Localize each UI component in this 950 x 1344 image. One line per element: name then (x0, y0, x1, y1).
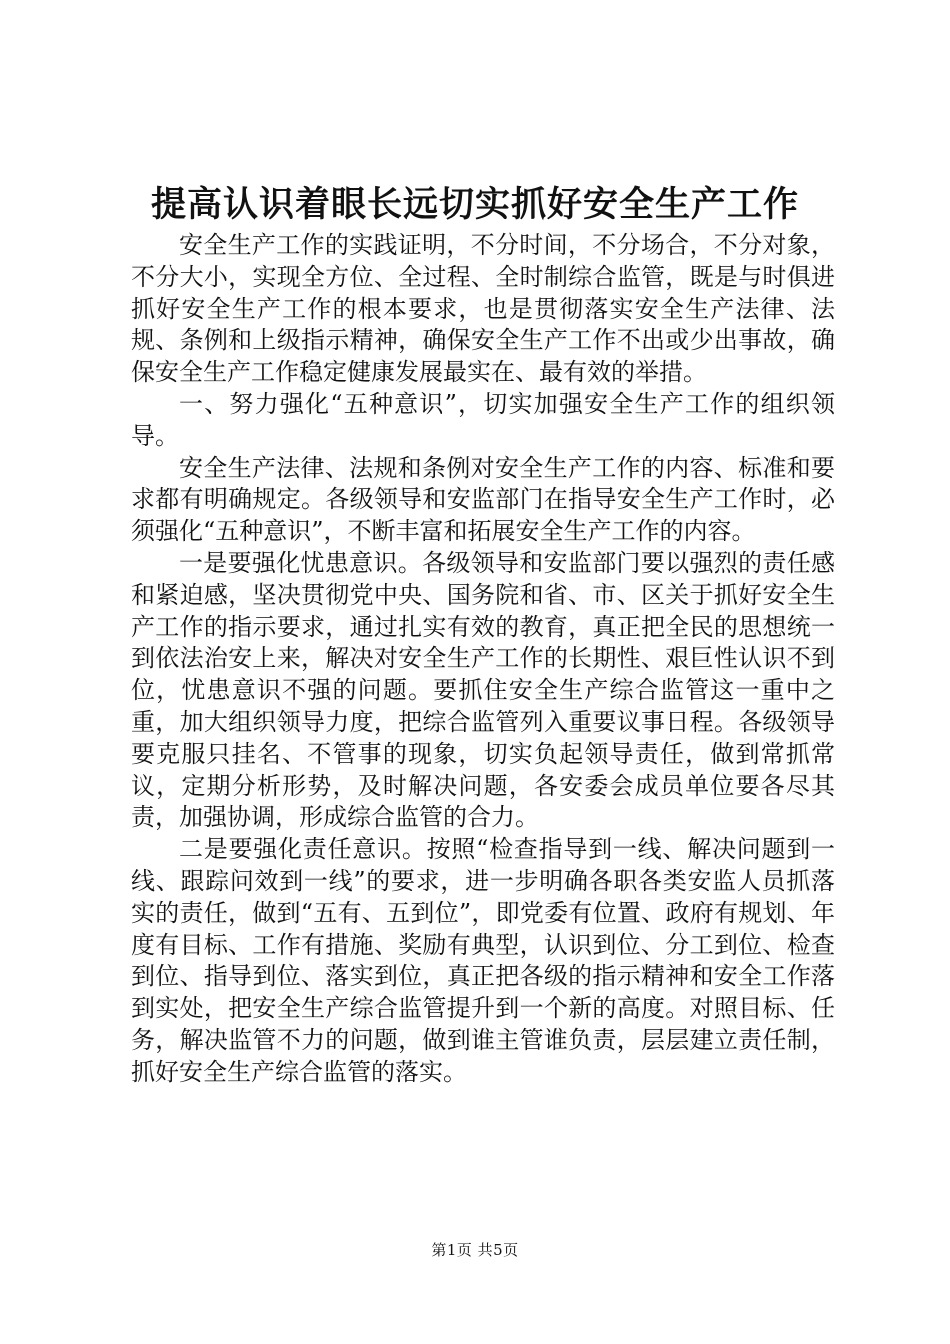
paragraph-intro: 安全生产工作的实践证明，不分时间，不分场合，不分对象，不分大小，实现全方位、全过程、全时制综合监管，既是与时俱进抓好安全生产工作的根本要求，也是贯彻落实安全生产法律、法规、条例和上级指示精神，确保安全生产工作不出或少出事故，确保安全生产工作稳定健康发展最实在、最有效的举措。 (131, 231, 835, 387)
paragraph-laws: 安全生产法律、法规和条例对安全生产工作的内容、标准和要求都有明确规定。各级领导和安监部门在指导安全生产工作时，必须强化“五种意识”，不断丰富和拓展安全生产工作的内容。 (131, 453, 835, 546)
page-footer: 第1页 共5页 (431, 1241, 519, 1259)
paragraph-awareness-2: 二是要强化责任意识。按照“检查指导到一线、解决问题到一线、跟踪问效到一线”的要求，进一步明确各职各类安监人员抓落实的责任，做到“五有、五到位”，即党委有位置、政府有规划、年度有目标、工作有措施、奖励有典型，认识到位、分工到位、检查到位、指导到位、落实到位，真正把各级的指示精神和安全工作落到实处，把安全生产综合监管提升到一个新的高度。对照目标、任务，解决监管不力的问题，做到谁主管谁负责，层层建立责任制，抓好安全生产综合监管的落实。 (131, 835, 835, 1086)
document-title: 提高认识着眼长远切实抓好安全生产工作 (150, 184, 799, 225)
document-body (131, 230, 835, 1089)
section-heading-1: 一、努力强化“五种意识”，切实加强安全生产工作的组织领导。 (131, 389, 835, 450)
paragraph-awareness-1: 一是要强化忧患意识。各级领导和安监部门要以强烈的责任感和紧迫感，坚决贯彻党中央、国务院和省、市、区关于抓好安全生产工作的指示要求，通过扎实有效的教育，真正把全民的思想统一到依法治安上来，解决对安全生产工作的长期性、艰巨性认识不到位，忧患意识不强的问题。要抓住安全生产综合监管这一重中之重，加大组织领导力度，把综合监管列入重要议事日程。各级领导要克服只挂名、不管事的现象，切实负起领导责任，做到常抓常议，定期分析形势，及时解决问题，各安委会成员单位要各尽其责，加强协调，形成综合监管的合力。 (131, 548, 835, 832)
